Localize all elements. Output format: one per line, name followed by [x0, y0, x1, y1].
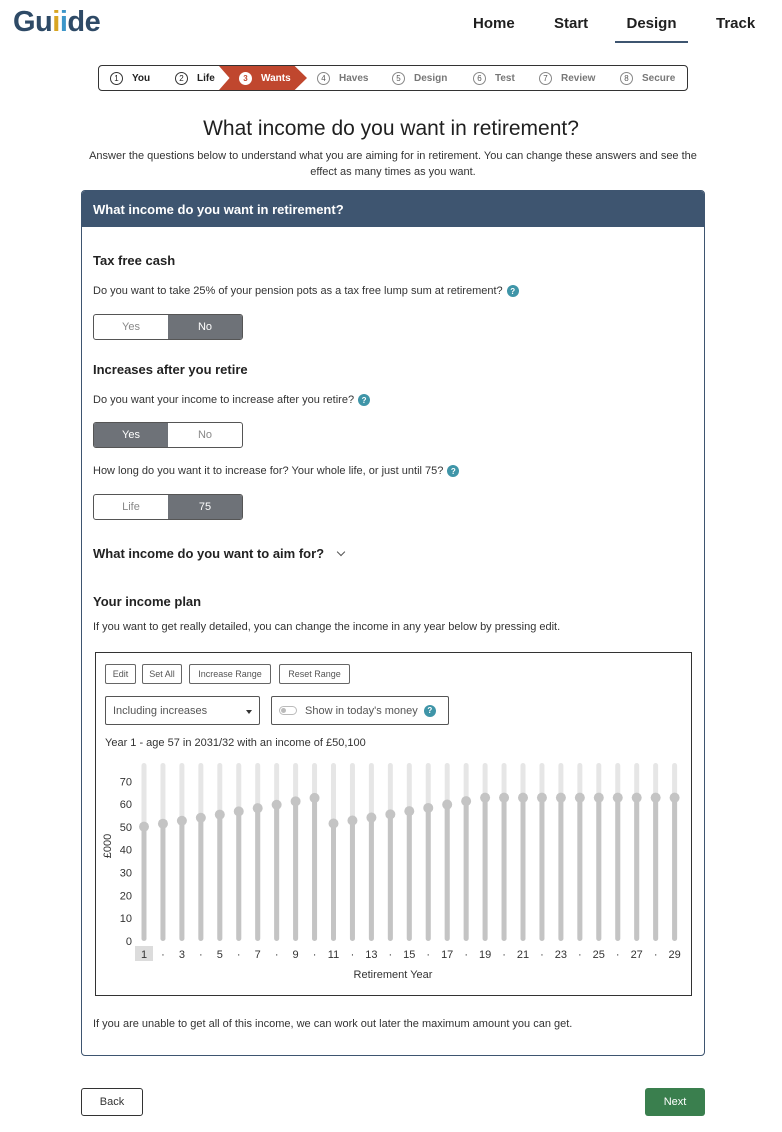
x-tick-label[interactable]: 1 [140, 949, 148, 961]
back-button[interactable]: Back [81, 1088, 143, 1116]
nav-home[interactable]: Home [473, 15, 515, 32]
x-tick-label[interactable]: · [615, 949, 620, 961]
year-bar[interactable] [615, 798, 620, 941]
increase-yes-option[interactable]: Yes [94, 423, 168, 447]
year-bar[interactable] [483, 798, 488, 941]
year-bar-handle[interactable] [556, 793, 566, 803]
year-bar[interactable] [558, 798, 563, 941]
guiide-logo[interactable]: Guiide [13, 6, 101, 38]
increase-toggle [93, 422, 243, 448]
x-tick-label[interactable]: · [388, 949, 393, 961]
year-bar-handle[interactable] [329, 818, 339, 828]
year-bar[interactable] [274, 805, 279, 941]
x-tick-label[interactable]: 5 [216, 949, 223, 961]
x-tick-label[interactable]: · [502, 949, 506, 961]
chevron-down-icon [337, 547, 345, 555]
page-intro: Answer the questions below to understand what you are aiming for in retirement. You can change these answers and see the effect as many times as you want. [89, 150, 697, 178]
x-tick-label[interactable]: · [199, 949, 203, 961]
y-tick-label: 20 [119, 890, 132, 903]
year-bar[interactable] [255, 808, 260, 941]
increase-no-option[interactable]: No [197, 429, 213, 441]
tax-question: Do you want to take 25% of your pension pots as a tax free lump sum at retirement? ? [93, 285, 519, 297]
tax-toggle [93, 314, 243, 340]
year-bar[interactable] [521, 798, 526, 941]
y-tick-label: 10 [119, 913, 132, 926]
y-tick-label: 0 [125, 936, 132, 948]
year-bar[interactable] [217, 815, 222, 941]
year-bar[interactable] [388, 814, 393, 941]
year-bar-handle[interactable] [461, 796, 471, 806]
year-bar-handle[interactable] [423, 803, 433, 813]
year-bar[interactable] [293, 801, 298, 941]
x-tick-label[interactable]: 11 [327, 949, 340, 961]
y-tick-label: 30 [119, 867, 132, 880]
x-tick-label[interactable]: 15 [403, 949, 416, 961]
year-bar-handle[interactable] [594, 793, 604, 803]
year-bar-handle[interactable] [291, 796, 301, 806]
x-tick-label[interactable]: 3 [178, 949, 185, 961]
year-bar[interactable] [653, 798, 658, 941]
y-axis-label: £000 [102, 833, 114, 859]
x-tick-label[interactable]: · [350, 949, 355, 961]
step-design[interactable]: 5 Design [392, 66, 447, 90]
year-bar-handle[interactable] [651, 793, 661, 803]
step-haves[interactable]: 4 Haves [317, 66, 368, 90]
year-bar-handle[interactable] [613, 793, 623, 803]
x-tick-label[interactable]: 19 [478, 949, 492, 961]
year-bar-handle[interactable] [196, 813, 206, 823]
year-bar-handle[interactable] [632, 793, 642, 803]
x-tick-label[interactable]: 9 [292, 949, 299, 961]
x-tick-label[interactable]: 17 [441, 949, 454, 961]
year-bar[interactable] [312, 798, 317, 941]
progress-stepper [98, 65, 688, 91]
year-bar[interactable] [672, 798, 677, 941]
year-bar-handle[interactable] [385, 809, 395, 819]
income-plan-title: Your income plan [93, 594, 202, 609]
income-plan-panel [95, 652, 692, 996]
wants-card [81, 190, 705, 1056]
year-bar[interactable] [464, 801, 469, 941]
help-icon[interactable]: ? [507, 285, 519, 297]
increase-question: Do you want your income to increase after you retire? ? [93, 394, 370, 406]
year-bar-handle[interactable] [139, 822, 149, 832]
nav-track[interactable]: Track [716, 15, 756, 32]
footnote: If you are unable to get all of this income, we can work out later the maximum amount you can get. [93, 1018, 573, 1030]
aim-section-toggle[interactable]: What income do you want to aim for? [93, 546, 344, 561]
year-bar-handle[interactable] [215, 810, 225, 820]
page-title: What income do you want in retirement? [203, 117, 579, 140]
year-bar-handle[interactable] [537, 793, 547, 803]
year-bar[interactable] [369, 818, 374, 941]
duration-question: How long do you want it to increase for? Your whole life, or just until 75? ? [93, 465, 459, 477]
duration-life-option[interactable]: Life [122, 501, 140, 513]
x-tick-label[interactable]: 7 [254, 949, 261, 961]
step-review[interactable]: 7 Review [539, 66, 595, 90]
x-tick-label[interactable]: · [161, 949, 165, 961]
help-icon[interactable]: ? [447, 465, 459, 477]
toggle-switch[interactable] [279, 706, 297, 715]
next-button[interactable]: Next [645, 1088, 705, 1116]
x-tick-label[interactable]: 25 [592, 949, 605, 961]
year-bar-handle[interactable] [404, 806, 414, 816]
step-test[interactable]: 6 Test [473, 66, 515, 90]
x-tick-label[interactable]: 27 [630, 949, 643, 961]
year-bar[interactable] [350, 821, 355, 941]
year-bar[interactable] [426, 808, 431, 941]
set-all-button[interactable]: Set All [142, 664, 182, 684]
year-bar[interactable] [596, 798, 601, 941]
increases-select[interactable]: Including increases [105, 696, 260, 725]
edit-button[interactable]: Edit [105, 664, 136, 684]
todays-money-toggle[interactable]: Show in today's money ? [271, 696, 449, 725]
year-bar-handle[interactable] [347, 816, 357, 826]
y-tick-label: 40 [119, 844, 132, 857]
year-bar-handle[interactable] [480, 793, 490, 803]
step-life[interactable]: 2 Life [175, 66, 215, 90]
duration-toggle [93, 494, 243, 520]
tax-no-option[interactable]: No [168, 315, 242, 339]
step-wants[interactable]: 3 Wants [239, 66, 291, 90]
x-tick-label[interactable]: · [426, 949, 431, 961]
year-bar-handle[interactable] [253, 803, 263, 813]
x-tick-label[interactable]: · [653, 949, 658, 961]
x-tick-label[interactable]: · [540, 949, 544, 961]
year-bar-handle[interactable] [575, 793, 585, 803]
year-bar[interactable] [198, 818, 203, 941]
year-bar[interactable] [160, 824, 165, 941]
x-tick-label[interactable]: · [312, 949, 317, 961]
year-bar-handle[interactable] [366, 813, 376, 823]
x-tick-label[interactable]: · [236, 949, 241, 961]
x-axis-label: Retirement Year [353, 969, 433, 981]
year-bar[interactable] [502, 798, 507, 941]
year-bar-handle[interactable] [177, 816, 187, 826]
reset-range-button[interactable]: Reset Range [279, 664, 350, 684]
year-bar-handle[interactable] [518, 793, 528, 803]
duration-75-option[interactable]: 75 [168, 495, 242, 519]
tax-yes-option[interactable]: Yes [122, 321, 140, 333]
year-bar-handle[interactable] [499, 793, 509, 803]
tax-free-cash-title: Tax free cash [93, 253, 176, 268]
year-bar[interactable] [179, 821, 184, 941]
year-bar[interactable] [142, 827, 147, 941]
increases-title: Increases after you retire [93, 362, 248, 377]
income-plan-text: If you want to get really detailed, you can change the income in any year below by pressing edit. [93, 621, 561, 633]
x-tick-label[interactable]: · [578, 949, 582, 961]
year-bar-handle[interactable] [442, 800, 452, 810]
year-bar-handle[interactable] [234, 806, 244, 816]
increase-range-button[interactable]: Increase Range [189, 664, 271, 684]
step-you[interactable]: 1 You [110, 66, 150, 90]
year-bar[interactable] [634, 798, 639, 941]
x-tick-label[interactable]: 21 [516, 949, 530, 961]
year-bar[interactable] [445, 805, 450, 941]
help-icon[interactable]: ? [358, 394, 370, 406]
x-tick-label[interactable]: 23 [554, 949, 568, 961]
year-bar-handle[interactable] [158, 819, 168, 829]
step-secure[interactable]: 8 Secure [620, 66, 675, 90]
x-tick-label[interactable]: · [274, 949, 279, 961]
y-tick-label: 60 [119, 799, 132, 812]
x-tick-label[interactable]: 13 [365, 949, 378, 961]
year-bar[interactable] [577, 798, 582, 941]
card-header: What income do you want in retirement? [82, 191, 704, 227]
x-tick-label[interactable]: · [464, 949, 468, 961]
nav-start[interactable]: Start [554, 15, 589, 32]
year-bar-handle[interactable] [310, 793, 320, 803]
y-tick-label: 70 [119, 776, 132, 789]
year-bar-handle[interactable] [272, 800, 282, 810]
year-bar[interactable] [236, 811, 241, 941]
income-chart [96, 753, 691, 988]
caret-down-icon [246, 710, 252, 714]
year-bar[interactable] [407, 811, 412, 941]
y-tick-label: 50 [119, 821, 132, 834]
year-bar[interactable] [331, 823, 336, 941]
nav-design[interactable]: Design [615, 15, 688, 43]
x-tick-label[interactable]: 29 [668, 949, 681, 961]
year-bar-handle[interactable] [670, 793, 680, 803]
selected-year-summary: Year 1 - age 57 in 2031/32 with an income of £50,100 [105, 737, 366, 749]
year-bar[interactable] [539, 798, 544, 941]
help-icon[interactable]: ? [424, 705, 436, 717]
